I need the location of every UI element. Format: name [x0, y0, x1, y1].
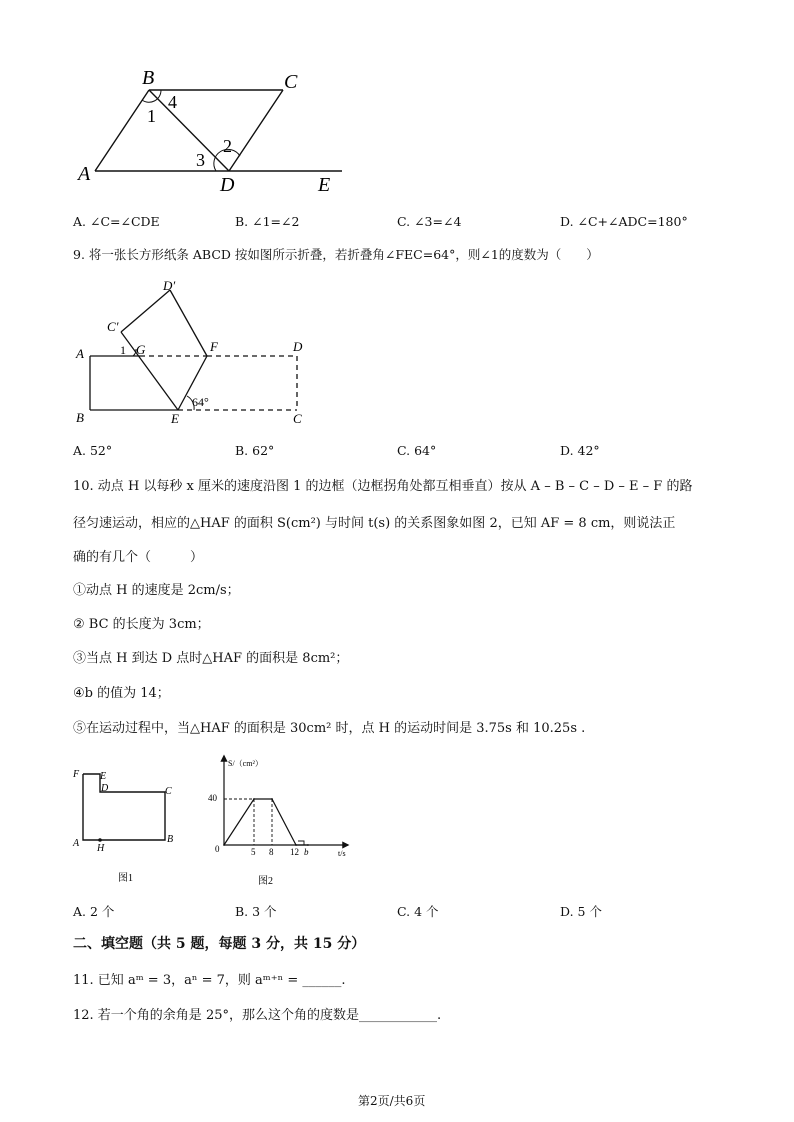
q10-line3: 确的有几个（ ） [73, 550, 204, 565]
label-dp: D′ [163, 278, 176, 293]
label-f: F [73, 769, 80, 780]
label-d: D [293, 339, 303, 354]
q9-option-d[interactable]: D. 42° [560, 443, 600, 458]
label-c: C [165, 786, 172, 797]
label-g: G [136, 342, 146, 357]
label-angle-64: 64° [192, 395, 209, 409]
q10-option-b[interactable]: B. 3 个 [235, 904, 277, 919]
figure-1-frame [70, 762, 190, 892]
label-a: A [78, 163, 91, 185]
label-d: D [220, 174, 235, 196]
label-1: 1 [147, 106, 156, 126]
line-bd [149, 90, 229, 171]
data-point-1 [253, 798, 255, 800]
line-ab [95, 90, 149, 171]
figure-2-chart [200, 752, 360, 892]
q9-option-c[interactable]: C. 64° [397, 443, 437, 458]
tick-x-8: 8 [269, 847, 274, 857]
label-e: E [100, 771, 107, 782]
data-point-2 [271, 798, 273, 800]
label-b: B [76, 410, 84, 425]
label-a: A [73, 838, 80, 849]
caption-fig2: 图2 [258, 876, 273, 887]
label-e: E [318, 174, 331, 196]
label-c: C [293, 411, 302, 426]
tick-origin: 0 [215, 844, 220, 854]
q9-text: 9. 将一张长方形纸条 ABCD 按如图所示折叠，若折叠角∠FEC=64°，则∠1的度数为（ ） [73, 247, 599, 262]
data-point-3 [295, 844, 297, 846]
q8-option-d[interactable]: D. ∠C+∠ADC=180° [560, 214, 688, 229]
series-line [224, 799, 308, 845]
q11-text: 11. 已知 aᵐ = 3，aⁿ = 7，则 aᵐ⁺ⁿ = ______. [73, 973, 346, 988]
line-cd [229, 90, 283, 171]
label-f: F [210, 339, 218, 354]
q10-statement-4: ④b 的值为 14； [73, 686, 170, 701]
q10-line1: 10. 动点 H 以每秒 x 厘米的速度沿图 1 的边框（边框拐角处都互相垂直）按从 A – B – C – D – E – F 的路 [73, 479, 693, 494]
q8-option-a[interactable]: A. ∠C=∠CDE [73, 214, 160, 229]
figure-parallelogram [70, 60, 360, 205]
label-d: D [101, 783, 109, 794]
tick-x-b: b [304, 847, 309, 857]
q10-statement-5: ⑤在运动过程中，当△HAF 的面积是 30cm² 时，点 H 的运动时间是 3.75s 和 10.25s . [73, 721, 586, 736]
q9-option-b[interactable]: B. 62° [235, 443, 275, 458]
q10-statement-2: ② BC 的长度为 3cm； [73, 617, 210, 632]
page-footer: 第2页/共6页 [358, 1094, 426, 1108]
q12-text: 12. 若一个角的余角是 25°，那么这个角的度数是____________. [73, 1008, 442, 1023]
label-3: 3 [196, 150, 205, 170]
q10-option-d[interactable]: D. 5 个 [560, 904, 602, 919]
label-b: B [142, 67, 155, 89]
tick-x-5: 5 [251, 847, 256, 857]
caption-fig1: 图1 [118, 873, 133, 884]
label-cp: C′ [107, 319, 119, 334]
label-1: 1 [120, 343, 126, 357]
data-point-0 [223, 844, 225, 846]
q10-statement-1: ①动点 H 的速度是 2cm/s； [73, 583, 240, 598]
section-2-heading: 二、填空题（共 5 题，每题 3 分，共 15 分） [73, 936, 366, 952]
figure-folded-strip [70, 278, 320, 430]
q10-line2: 径匀速运动，相应的△HAF 的面积 S(cm²) 与时间 t(s) 的关系图象如图 2，已知 AF = 8 cm，则说法正 [73, 516, 676, 531]
q10-statement-3: ③当点 H 到达 D 点时△HAF 的面积是 8cm²； [73, 651, 349, 666]
label-e: E [171, 411, 179, 426]
label-h: H [97, 843, 105, 854]
y-axis-label: S/（cm²） [228, 759, 263, 768]
q10-option-a[interactable]: A. 2 个 [73, 904, 115, 919]
q8-option-c[interactable]: C. ∠3=∠4 [397, 214, 462, 229]
label-c: C [284, 71, 298, 93]
label-b: B [167, 834, 174, 845]
tick-x-12: 12 [290, 847, 299, 857]
data-point-4 [307, 844, 309, 846]
x-axis-label: t/s [338, 849, 346, 858]
label-2: 2 [223, 136, 232, 156]
label-4: 4 [168, 92, 177, 112]
tick-y-40: 40 [208, 793, 217, 803]
q8-option-b[interactable]: B. ∠1=∠2 [235, 214, 300, 229]
q9-option-a[interactable]: A. 52° [73, 443, 113, 458]
q10-option-c[interactable]: C. 4 个 [397, 904, 439, 919]
label-a: A [76, 346, 84, 361]
